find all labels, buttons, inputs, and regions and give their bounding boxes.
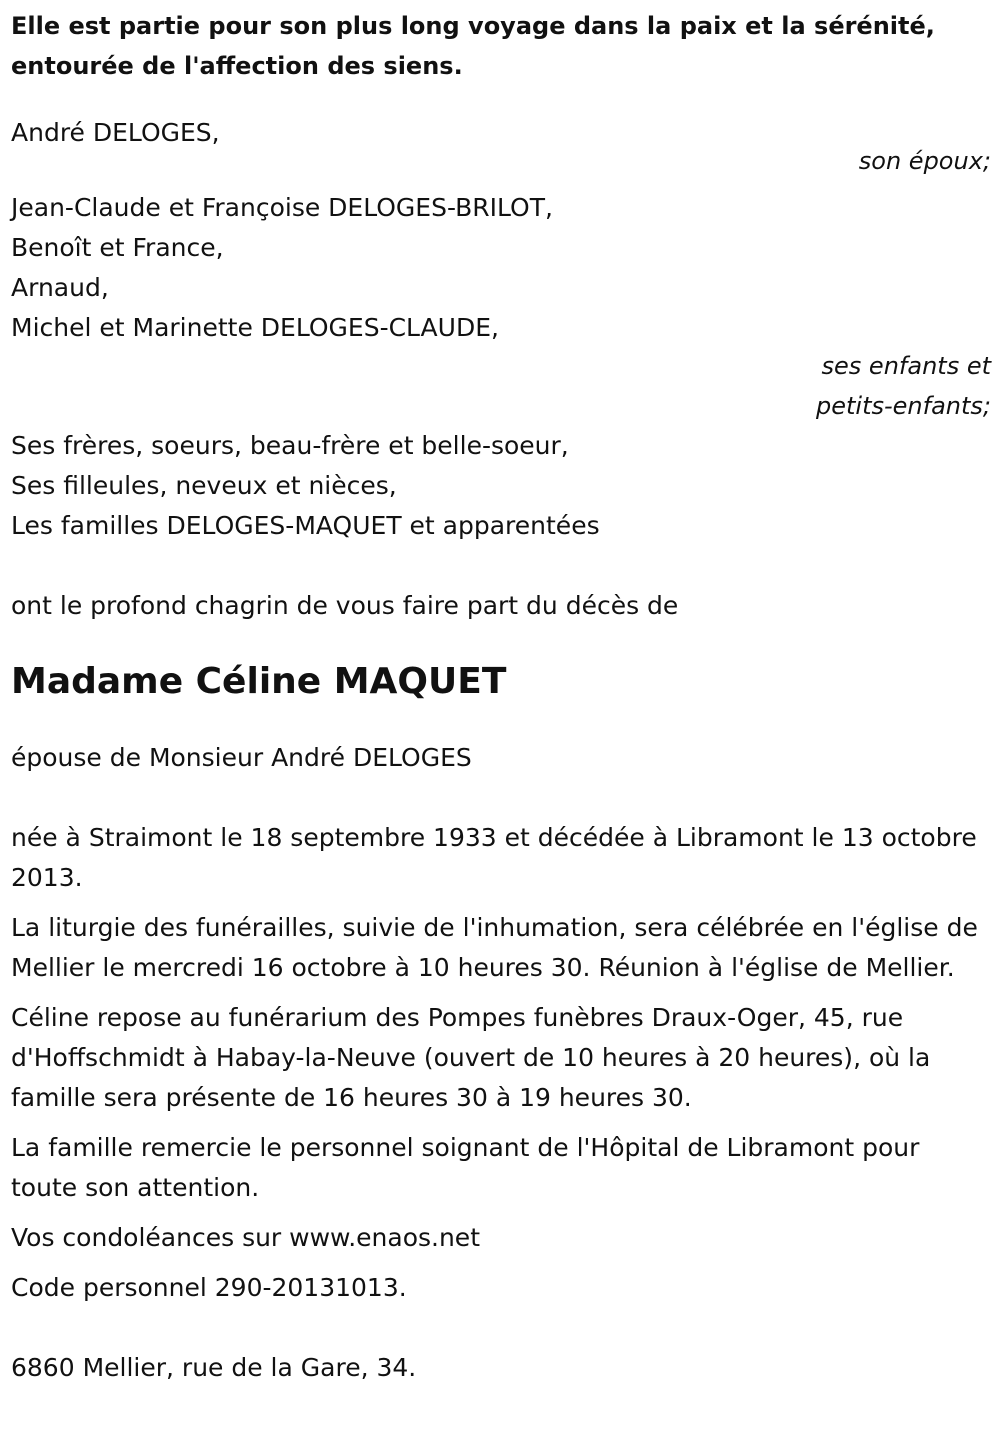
family-line: Ses frères, soeurs, beau-frère et belle-soeur, — [11, 431, 569, 460]
spouse-name: André DELOGES, — [11, 118, 220, 147]
child-line: Arnaud, — [11, 273, 109, 302]
children-relation-line: petits-enfants; — [816, 392, 991, 420]
announcement: ont le profond chagrin de vous faire part du décès de — [11, 591, 679, 620]
birth-death-paragraph: née à Straimont le 18 septembre 1933 et décédée à Libramont le 13 octobre 2013. — [11, 823, 977, 892]
deceased-name: Madame Céline MAQUET — [11, 661, 507, 702]
obituary-notice — [11, 0, 991, 1388]
family-line: Ses filleules, neveux et nièces, — [11, 471, 397, 500]
funerarium-paragraph: Céline repose au funérarium des Pompes funèbres Draux-Oger, 45, rue d'Hoffschmidt à Habay-la-Neuve (ouvert de 10 heures à 20 heures), où la famille sera présente de 16 heures 30 à 19 heures 30. — [11, 1003, 931, 1112]
children-list — [11, 188, 991, 348]
child-line: Michel et Marinette DELOGES-CLAUDE, — [11, 313, 499, 342]
personal-code: Code personnel 290-20131013. — [11, 1273, 407, 1302]
intro-line: entourée de l'affection des siens. — [11, 52, 463, 80]
children-relation-line: ses enfants et — [821, 352, 991, 380]
spouse-of: épouse de Monsieur André DELOGES — [11, 743, 472, 772]
condolences-paragraph: Vos condoléances sur www.enaos.net — [11, 1223, 480, 1252]
intro-line: Elle est partie pour son plus long voyage dans la paix et la sérénité, — [11, 12, 935, 40]
children-relation — [11, 346, 991, 426]
family-list — [11, 426, 991, 546]
intro-text — [11, 6, 991, 86]
liturgy-paragraph: La liturgie des funérailles, suivie de l'inhumation, sera célébrée en l'église de Mellier le mercredi 16 octobre à 10 heures 30. Réunion à l'église de Mellier. — [11, 913, 978, 982]
thanks-paragraph: La famille remercie le personnel soignant de l'Hôpital de Libramont pour toute son attention. — [11, 1133, 920, 1202]
child-line: Jean-Claude et Françoise DELOGES-BRILOT, — [11, 193, 553, 222]
spouse-relation: son époux; — [858, 147, 991, 175]
family-line: Les familles DELOGES-MAQUET et apparentées — [11, 511, 600, 540]
address: 6860 Mellier, rue de la Gare, 34. — [11, 1353, 417, 1382]
child-line: Benoît et France, — [11, 233, 224, 262]
